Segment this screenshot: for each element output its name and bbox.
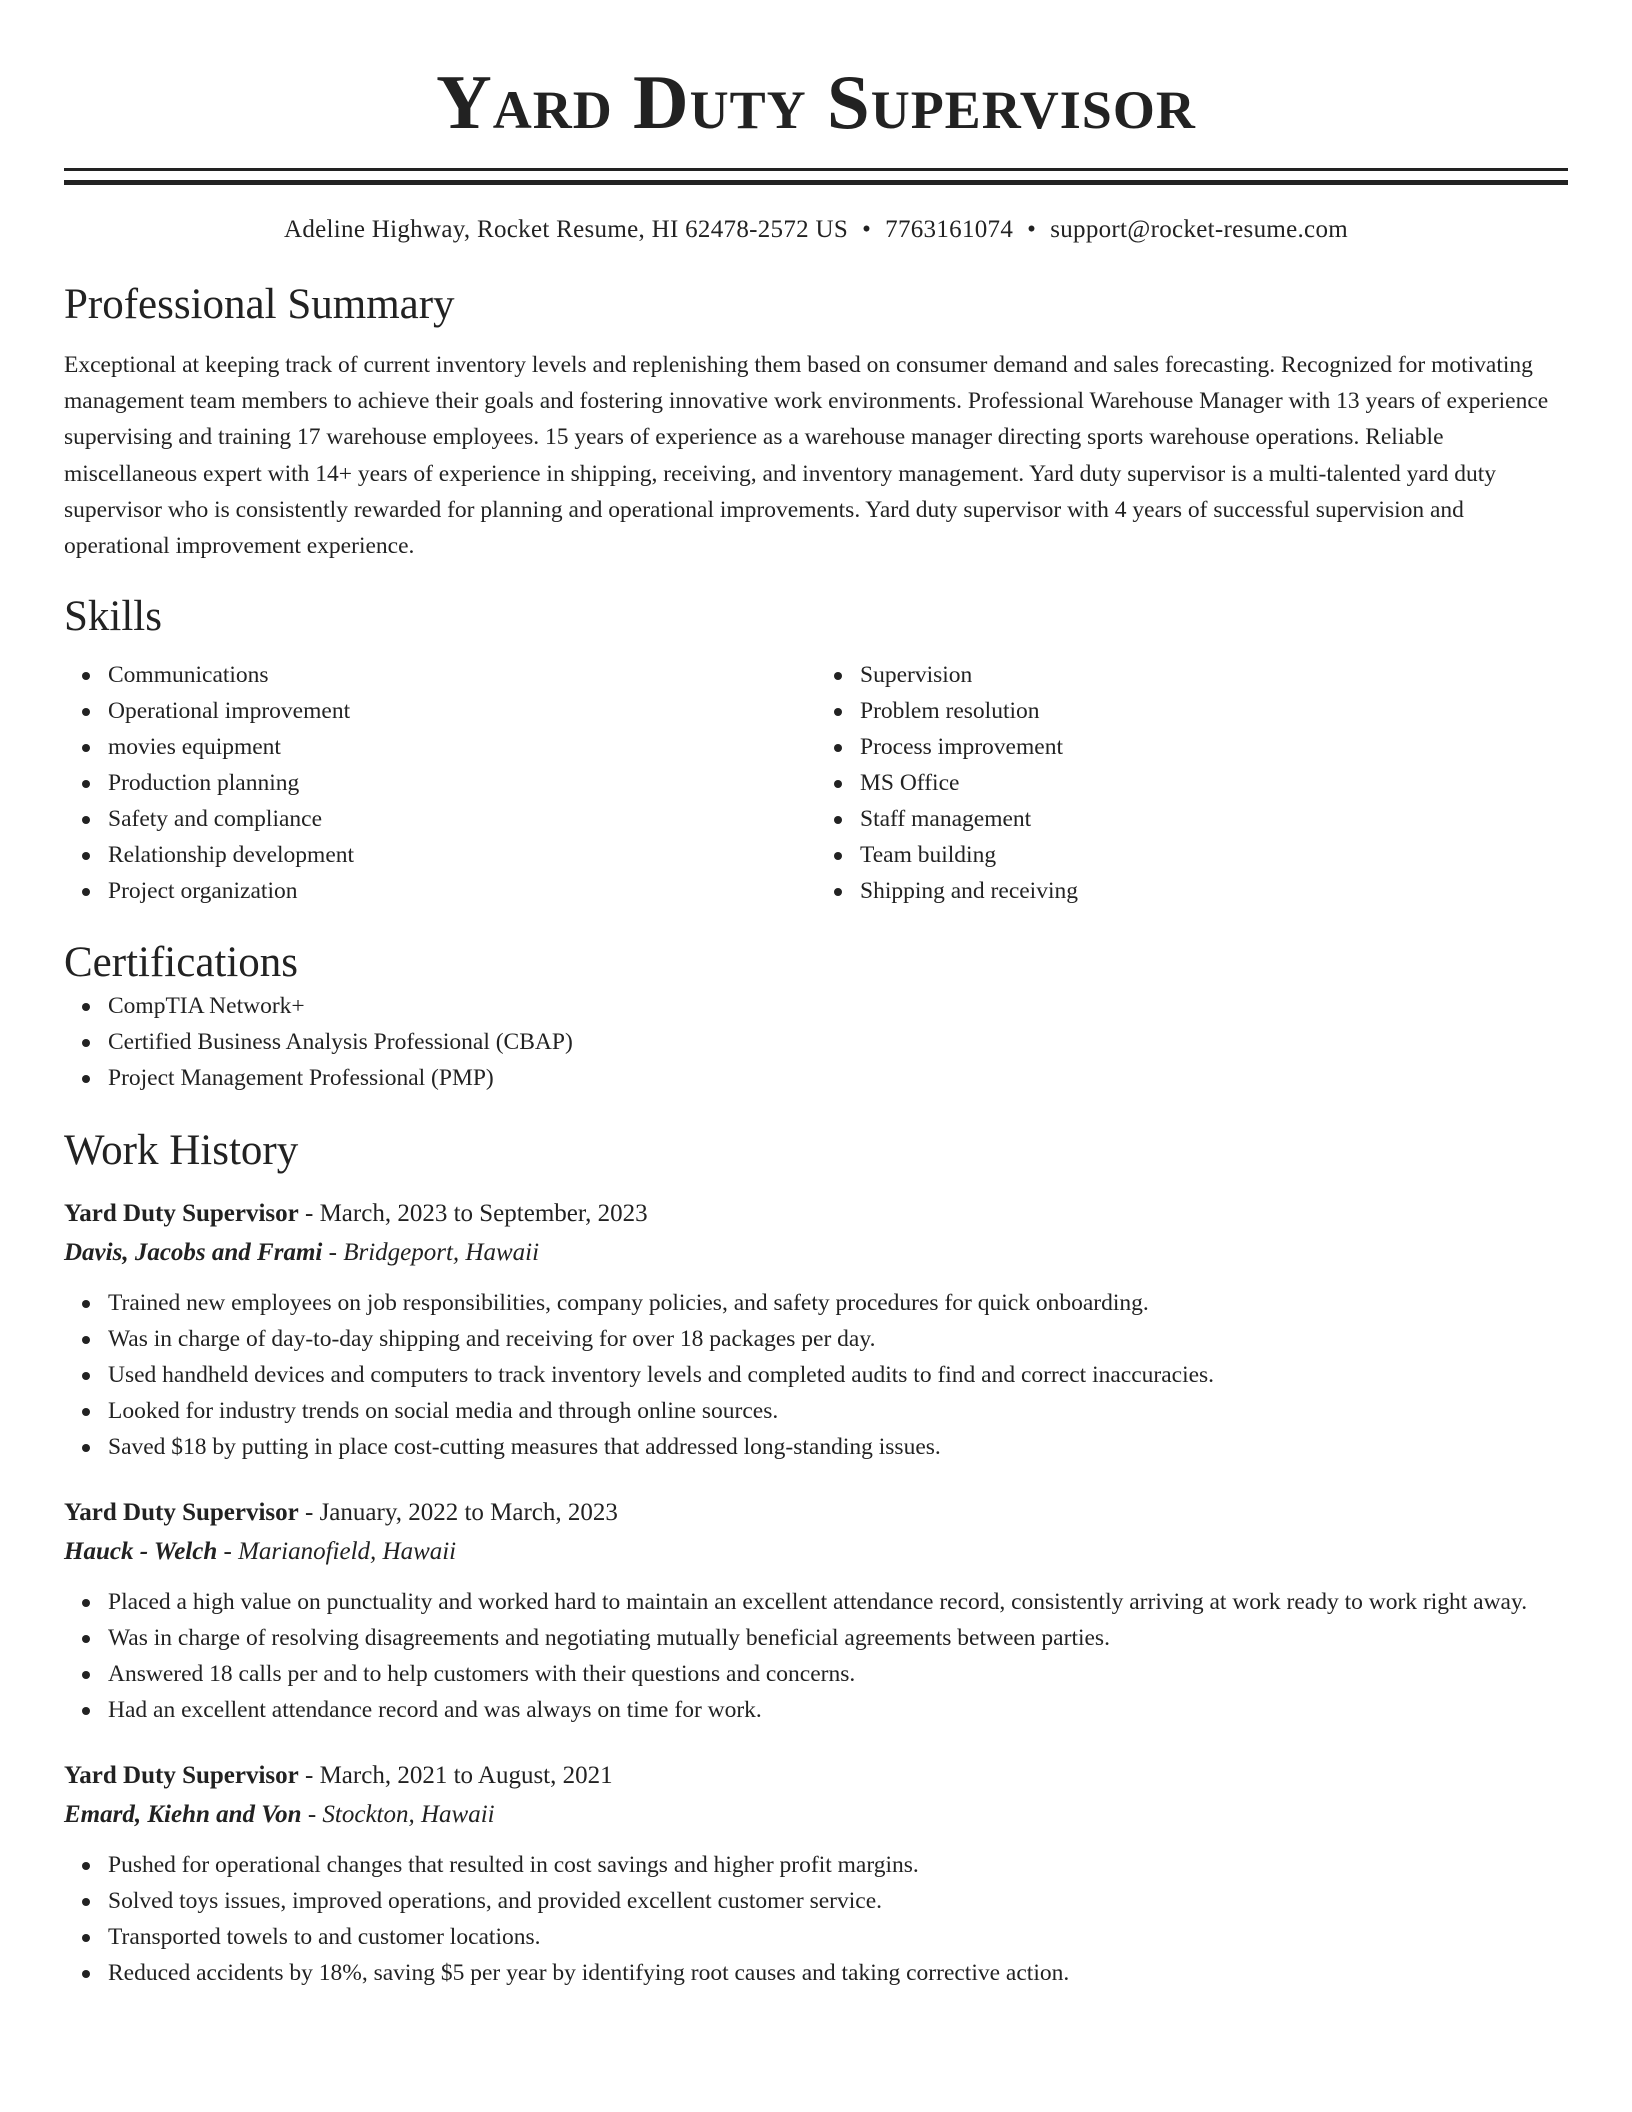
skill-item: Process improvement (860, 729, 1568, 765)
skill-item: Communications (108, 657, 816, 693)
skill-item: Production planning (108, 765, 816, 801)
contact-email: support@rocket-resume.com (1050, 216, 1348, 243)
job-company: Emard, Kiehn and Von (64, 1801, 302, 1829)
summary-text: Exceptional at keeping track of current inventory levels and replenishing them based on consumer demand and sales forecasting. Recognized for motivating management team members to achieve their goals and fostering innovative work environments. Professional Warehouse Manager with 13 years of experience supervising and training 17 warehouse employees. 15 years of experience as a warehouse manager directing sports warehouse operations. Reliable miscellaneous expert with 14+ years of experience in shipping, receiving, and inventory management. Yard duty supervisor is a multi-talented yard duty supervisor who is consistently rewarded for planning and operational improvements. Yard duty supervisor with 4 years of successful supervision and operational improvement experience. (64, 352, 1549, 560)
skill-item: Safety and compliance (108, 801, 816, 837)
certifications-list (64, 988, 1568, 1096)
job-duty: Solved toys issues, improved operations, and provided excellent customer service. (108, 1883, 1568, 1919)
contact-separator: • (862, 216, 872, 243)
job-duties-list (64, 1285, 1568, 1465)
job-duty: Had an excellent attendance record and was always on time for work. (108, 1692, 1568, 1728)
job-employer: Davis, Jacobs and Frami - Bridgeport, Hawaii (64, 1239, 540, 1267)
summary-heading: Professional Summary (64, 281, 455, 328)
job-duty: Was in charge of resolving disagreements and negotiating mutually beneficial agreements between parties. (108, 1620, 1568, 1656)
job-duty: Was in charge of day-to-day shipping and receiving for over 18 packages per day. (108, 1321, 1568, 1357)
job-employer: Emard, Kiehn and Von - Stockton, Hawaii (64, 1801, 495, 1829)
certifications-heading: Certifications (64, 939, 299, 987)
skill-item: Problem resolution (860, 693, 1568, 729)
job-duty: Pushed for operational changes that resulted in cost savings and higher profit margins. (108, 1847, 1568, 1883)
contact-phone: 7763161074 (885, 216, 1014, 243)
work-history-heading: Work History (64, 1127, 299, 1175)
job-dates: January, 2022 to March, 2023 (319, 1499, 618, 1527)
job-dates: March, 2023 to September, 2023 (319, 1200, 648, 1228)
job-duties-list (64, 1847, 1568, 1991)
job-role: Yard Duty Supervisor (64, 1762, 299, 1790)
job-entry (64, 1195, 1568, 1465)
skill-item: Team building (860, 837, 1568, 873)
certification-item: Certified Business Analysis Professional (CBAP) (108, 1024, 1568, 1060)
skills-list-right (816, 657, 1568, 909)
skill-item: MS Office (860, 765, 1568, 801)
job-header: Yard Duty Supervisor - March, 2023 to September, 2023 (64, 1200, 648, 1228)
skill-item: Relationship development (108, 837, 816, 873)
skill-item: Project organization (108, 873, 816, 909)
job-role: Yard Duty Supervisor (64, 1200, 299, 1228)
job-duty: Used handheld devices and computers to track inventory levels and completed audits to find and correct inaccuracies. (108, 1357, 1568, 1393)
job-duty: Saved $18 by putting in place cost-cutting measures that addressed long-standing issues. (108, 1429, 1568, 1465)
skills-list-left (64, 657, 816, 909)
skill-item: Staff management (860, 801, 1568, 837)
job-employer: Hauck - Welch - Marianofield, Hawaii (64, 1538, 457, 1566)
job-header: Yard Duty Supervisor - January, 2022 to March, 2023 (64, 1499, 618, 1527)
job-duty: Answered 18 calls per and to help customers with their questions and concerns. (108, 1656, 1568, 1692)
job-company: Hauck - Welch (64, 1538, 218, 1566)
job-location: Bridgeport, Hawaii (343, 1239, 540, 1267)
job-duty: Placed a high value on punctuality and worked hard to maintain an excellent attendance record, consistently arriving at work ready to work right away. (108, 1584, 1568, 1620)
certification-item: Project Management Professional (PMP) (108, 1060, 1568, 1096)
skills-columns (64, 657, 1568, 909)
skills-heading: Skills (64, 593, 162, 641)
job-duty: Transported towels to and customer locations. (108, 1919, 1568, 1955)
title-divider (64, 168, 1568, 185)
resume-title: Yard Duty Supervisor (436, 59, 1196, 145)
contact-line (64, 213, 1568, 247)
job-duty: Trained new employees on job responsibilities, company policies, and safety procedures for quick onboarding. (108, 1285, 1568, 1321)
job-location: Marianofield, Hawaii (238, 1538, 457, 1566)
certification-item: CompTIA Network+ (108, 988, 1568, 1024)
skill-item: movies equipment (108, 729, 816, 765)
skill-item: Operational improvement (108, 693, 816, 729)
job-duty: Reduced accidents by 18%, saving $5 per year by identifying root causes and taking corrective action. (108, 1955, 1568, 1991)
job-company: Davis, Jacobs and Frami (64, 1239, 323, 1267)
job-role: Yard Duty Supervisor (64, 1499, 299, 1527)
job-entry (64, 1757, 1568, 1991)
skill-item: Shipping and receiving (860, 873, 1568, 909)
job-duty: Looked for industry trends on social media and through online sources. (108, 1393, 1568, 1429)
job-location: Stockton, Hawaii (322, 1801, 495, 1829)
job-entry (64, 1494, 1568, 1728)
contact-separator: • (1027, 216, 1037, 243)
job-dates: March, 2021 to August, 2021 (319, 1762, 613, 1790)
skill-item: Supervision (860, 657, 1568, 693)
job-header: Yard Duty Supervisor - March, 2021 to August, 2021 (64, 1762, 613, 1790)
job-duties-list (64, 1584, 1568, 1728)
contact-address: Adeline Highway, Rocket Resume, HI 62478-2572 US (283, 216, 849, 243)
